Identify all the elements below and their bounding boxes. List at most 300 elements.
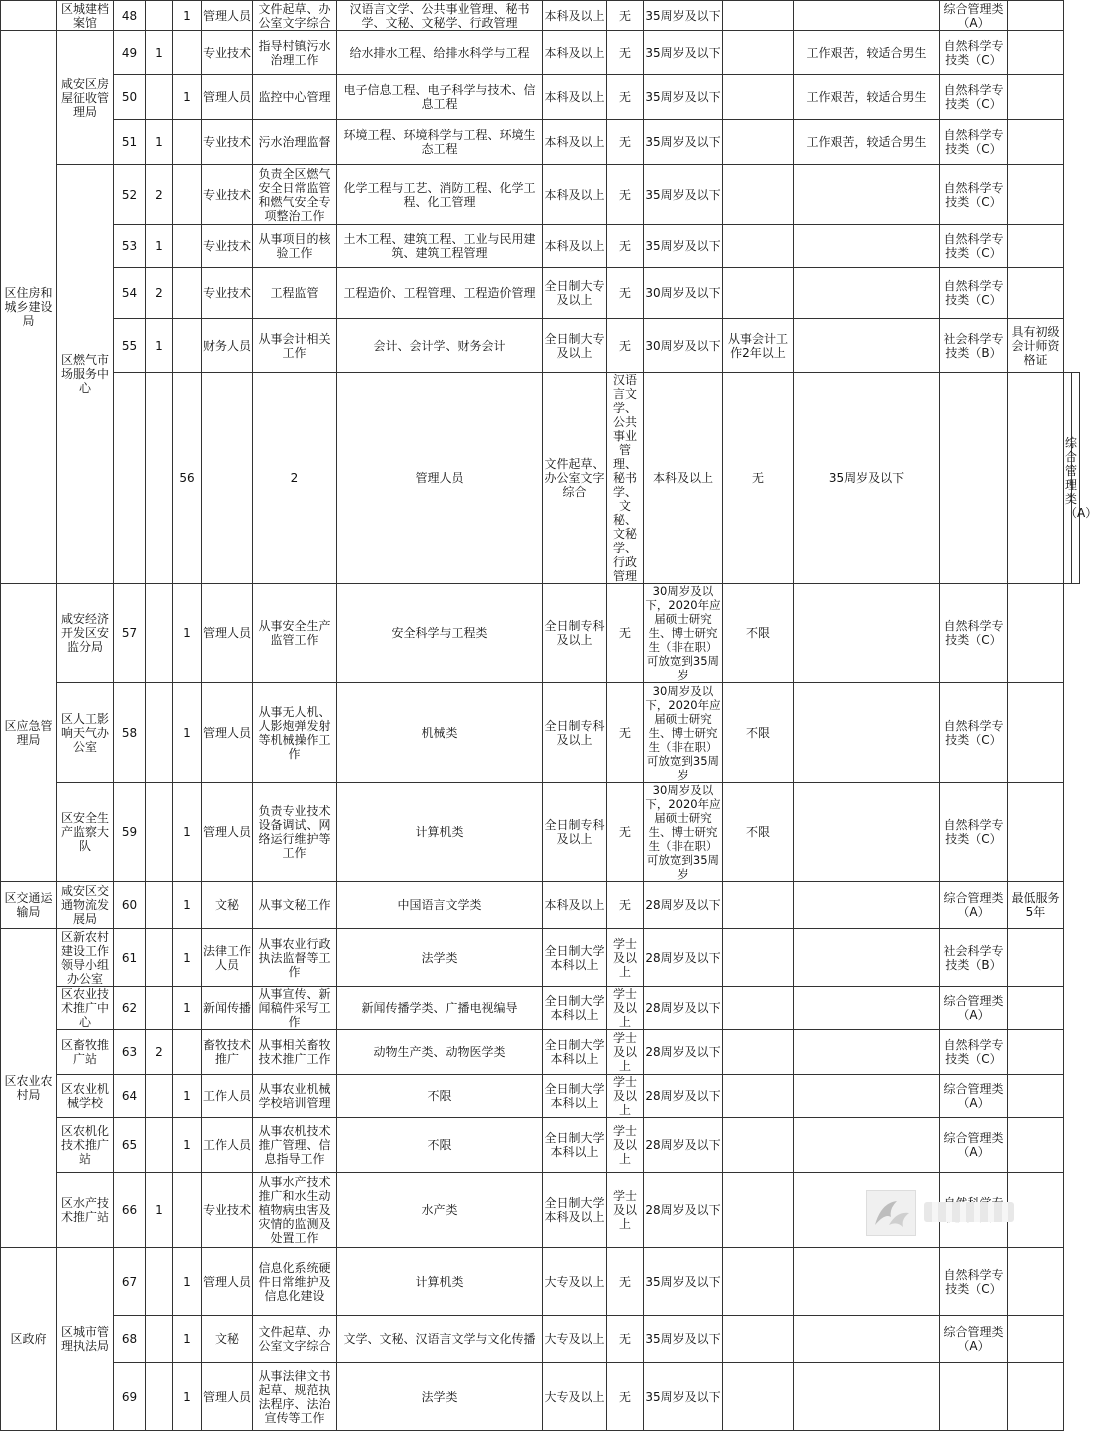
major-cell: 电子信息工程、电子科学与技术、信息工程	[337, 75, 543, 120]
age-cell: 35周岁及以下	[794, 373, 940, 584]
position-type-cell: 财务人员	[202, 319, 253, 373]
experience-cell	[723, 882, 794, 929]
age-cell: 35周岁及以下	[644, 1248, 723, 1316]
table-row	[1, 225, 1080, 268]
other-cell: 工作艰苦，较适合男生	[794, 120, 940, 165]
table-row	[1, 584, 1080, 683]
category-cell: 自然科学专技类（C）	[940, 225, 1008, 268]
position-type-cell: 专业技术	[202, 31, 253, 75]
experience-cell: 不限	[723, 584, 794, 683]
count-a-cell	[146, 987, 173, 1030]
position-type-cell: 专业技术	[202, 120, 253, 165]
age-cell: 30周岁及以下，2020年应届硕士研究生、博士研究生（非在职）可放宽到35周岁	[645, 783, 721, 881]
duty-cell: 信息化系统硬件日常维护及信息化建设	[253, 1248, 337, 1316]
experience-cell	[723, 1, 794, 31]
dept-cell	[114, 373, 146, 584]
count-b-cell	[173, 165, 202, 225]
note-cell	[1008, 1118, 1064, 1173]
education-cell: 全日制大学本科以上	[543, 1118, 607, 1173]
count-a-cell	[202, 373, 253, 584]
category-cell: 自然科学专技类（C）	[940, 683, 1008, 783]
category-cell: 自然科学专技类（C）	[940, 1248, 1008, 1316]
category-cell: 综合管理类（A）	[940, 1, 1008, 31]
count-b-cell: 1	[173, 882, 202, 929]
count-b-cell: 1	[173, 929, 202, 987]
experience-cell	[723, 929, 794, 987]
age-cell: 28周岁及以下	[644, 882, 723, 929]
duty-cell: 从事文秘工作	[253, 882, 337, 929]
degree-cell: 无	[607, 165, 644, 225]
major-cell: 安全科学与工程类	[337, 584, 543, 683]
position-no-cell: 51	[114, 120, 146, 165]
other-cell	[1008, 373, 1064, 584]
age-cell: 28周岁及以下	[644, 1075, 723, 1118]
other-cell	[794, 225, 940, 268]
table-row	[1, 929, 1080, 987]
duty-cell: 负责全区燃气安全日常监管和燃气安全专项整治工作	[253, 165, 337, 225]
education-cell: 全日制专科及以上	[543, 584, 607, 683]
duty-cell: 从事法律文书起草、规范执法程序、法治宣传等工作	[253, 1363, 337, 1431]
note-cell	[1008, 75, 1064, 120]
age-cell: 30周岁及以下	[644, 319, 723, 373]
degree-cell: 无	[607, 683, 644, 783]
other-cell	[794, 683, 940, 783]
count-a-cell: 1	[146, 31, 173, 75]
count-b-cell	[173, 268, 202, 319]
other-cell	[794, 783, 940, 882]
experience-cell	[723, 225, 794, 268]
note-cell	[1008, 929, 1064, 987]
major-cell: 计算机类	[337, 783, 543, 882]
category-cell: 综合管理类（A）	[940, 987, 1008, 1030]
count-b-cell	[173, 120, 202, 165]
education-cell: 全日制大专及以上	[543, 319, 607, 373]
age-cell: 35周岁及以下	[644, 1, 723, 31]
position-type-cell: 法律工作人员	[202, 929, 253, 987]
note-cell	[1008, 1030, 1064, 1075]
experience-cell	[723, 987, 794, 1030]
age-cell: 35周岁及以下	[644, 1316, 723, 1363]
experience-cell	[723, 1173, 794, 1248]
position-no-cell: 67	[114, 1248, 146, 1316]
age-cell: 30周岁及以下，2020年应届硕士研究生、博士研究生（非在职）可放宽到35周岁	[645, 584, 721, 682]
count-b-cell: 1	[173, 584, 202, 683]
unit-cell: 区农机化技术推广站	[57, 1118, 114, 1173]
degree-cell: 无	[607, 225, 644, 268]
position-type-cell: 工作人员	[202, 1075, 253, 1118]
position-no-cell: 54	[114, 268, 146, 319]
position-type-cell: 专业技术	[202, 225, 253, 268]
major-cell: 工程造价、工程管理、工程造价管理	[337, 268, 543, 319]
count-a-cell	[146, 1118, 173, 1173]
count-a-cell	[146, 1248, 173, 1316]
table-row	[1, 683, 1080, 783]
other-cell	[794, 882, 940, 929]
position-type-cell: 管理人员	[202, 1363, 253, 1431]
count-b-cell: 1	[173, 1118, 202, 1173]
position-type-cell: 文秘	[202, 1316, 253, 1363]
major-cell: 土木工程、建筑工程、工业与民用建筑、建筑工程管理	[337, 225, 543, 268]
note-cell: 具有初级会计师资格证	[1008, 319, 1064, 373]
count-b-cell	[173, 319, 202, 373]
count-b-cell: 2	[253, 373, 337, 584]
experience-cell	[723, 1075, 794, 1118]
note-cell	[1008, 584, 1064, 683]
major-cell: 给水排水工程、给排水科学与工程	[337, 31, 543, 75]
category-cell: 自然科学专技类（C）	[940, 165, 1008, 225]
other-cell	[794, 987, 940, 1030]
major-cell: 会计、会计学、财务会计	[337, 319, 543, 373]
duty-cell: 文件起草、办公室文字综合	[543, 373, 607, 584]
count-b-cell: 1	[173, 1248, 202, 1316]
dept-cell: 区农业农村局	[1, 929, 57, 1248]
experience-cell	[723, 1248, 794, 1316]
position-type-cell: 管理人员	[202, 75, 253, 120]
position-no-cell: 66	[114, 1173, 146, 1248]
unit-cell: 咸安区交通物流发展局	[57, 882, 114, 929]
category-cell: 自然科学专技类（C）	[940, 268, 1008, 319]
count-b-cell	[173, 1173, 202, 1248]
category-cell: 综合管理类（A）	[940, 882, 1008, 929]
other-cell	[794, 584, 940, 683]
count-a-cell	[146, 683, 173, 783]
position-type-cell: 专业技术	[202, 1173, 253, 1248]
degree-cell: 学士及以上	[607, 987, 644, 1030]
table-row	[1, 373, 1080, 584]
other-cell	[794, 1, 940, 31]
table-row	[1, 75, 1080, 120]
unit-cell: 区人工影响天气办公室	[57, 683, 114, 783]
degree-cell: 学士及以上	[607, 929, 644, 987]
count-a-cell: 2	[146, 1030, 173, 1075]
position-no-cell: 56	[173, 373, 202, 584]
unit-cell: 区城建档案馆	[57, 1, 114, 31]
other-cell	[794, 1030, 940, 1075]
age-cell: 35周岁及以下	[644, 120, 723, 165]
duty-cell: 从事农机技术推广管理、信息指导工作	[253, 1118, 337, 1173]
count-b-cell: 1	[173, 1316, 202, 1363]
major-cell: 机械类	[337, 683, 543, 783]
age-cell: 28周岁及以下	[644, 1173, 723, 1248]
experience-cell	[723, 120, 794, 165]
education-cell: 全日制大学本科以上	[543, 987, 607, 1030]
dept-cell	[1, 1, 57, 31]
education-cell: 大专及以上	[543, 1248, 607, 1316]
table-row	[1, 165, 1080, 225]
duty-cell: 从事项目的核验工作	[253, 225, 337, 268]
table-row	[1, 319, 1080, 373]
other-cell	[794, 268, 940, 319]
degree-cell: 无	[607, 1, 644, 31]
position-no-cell: 52	[114, 165, 146, 225]
age-cell: 28周岁及以下	[644, 1030, 723, 1075]
position-type-cell: 畜牧技术推广	[202, 1030, 253, 1075]
category-cell: 综合管理类（A）	[940, 1075, 1008, 1118]
duty-cell: 从事会计相关工作	[253, 319, 337, 373]
table-row	[1, 268, 1080, 319]
major-cell: 法学类	[337, 1363, 543, 1431]
major-cell: 法学类	[337, 929, 543, 987]
note-cell	[1008, 1075, 1064, 1118]
count-b-cell: 1	[173, 1, 202, 31]
position-no-cell: 65	[114, 1118, 146, 1173]
table-row	[1, 783, 1080, 882]
count-a-cell	[146, 1363, 173, 1431]
education-cell: 本科及以上	[543, 1, 607, 31]
dept-cell: 区政府	[1, 1248, 57, 1431]
experience-cell	[940, 373, 1008, 584]
position-no-cell: 53	[114, 225, 146, 268]
major-cell: 中国语言文学类	[337, 882, 543, 929]
degree-cell: 学士及以上	[607, 1030, 644, 1075]
other-cell: 工作艰苦，较适合男生	[794, 31, 940, 75]
duty-cell: 负责专业技术设备调试、网络运行维护等工作	[253, 783, 337, 882]
education-cell: 全日制大学本科以上	[543, 929, 607, 987]
unit-cell: 区燃气市场服务中心	[57, 165, 114, 584]
position-type-cell: 管理人员	[337, 373, 543, 584]
duty-cell: 文件起草、办公室文字综合	[253, 1, 337, 31]
unit-cell: 咸安经济开发区安监分局	[57, 584, 114, 683]
experience-cell	[723, 1363, 794, 1431]
position-no-cell: 62	[114, 987, 146, 1030]
education-cell: 全日制专科及以上	[543, 683, 607, 783]
table-row	[1, 1075, 1080, 1118]
major-cell: 化学工程与工艺、消防工程、化学工程、化工管理	[337, 165, 543, 225]
degree-cell: 无	[607, 120, 644, 165]
duty-cell: 从事安全生产监管工作	[253, 584, 337, 683]
other-cell	[794, 1363, 940, 1431]
position-no-cell: 49	[114, 31, 146, 75]
education-cell: 本科及以上	[543, 75, 607, 120]
education-cell: 本科及以上	[543, 225, 607, 268]
category-cell: 自然科学专技类（C）	[940, 783, 1008, 882]
major-cell: 汉语言文学、公共事业管理、秘书学、文秘、文秘学、行政管理	[337, 1, 543, 31]
experience-cell: 从事会计工作2年以上	[723, 319, 794, 373]
category-cell: 综合管理类（A）	[1064, 373, 1072, 584]
degree-cell: 学士及以上	[607, 1173, 644, 1248]
category-cell: 综合管理类（A）	[940, 1118, 1008, 1173]
experience-cell: 不限	[723, 783, 794, 882]
count-a-cell	[146, 929, 173, 987]
count-a-cell: 2	[146, 268, 173, 319]
count-b-cell: 1	[173, 75, 202, 120]
other-cell	[794, 165, 940, 225]
major-cell: 文学、文秘、汉语言文学与文化传播	[337, 1316, 543, 1363]
duty-cell: 从事农业行政执法监督等工作	[253, 929, 337, 987]
count-a-cell: 1	[146, 319, 173, 373]
major-cell: 不限	[337, 1075, 543, 1118]
age-cell: 35周岁及以下	[644, 75, 723, 120]
table-row	[1, 1316, 1080, 1363]
table-row	[1, 1363, 1080, 1431]
count-a-cell	[146, 1, 173, 31]
other-cell	[794, 1248, 940, 1316]
education-cell: 全日制大学本科及以上	[543, 1173, 607, 1248]
education-cell: 大专及以上	[543, 1316, 607, 1363]
count-a-cell: 1	[146, 225, 173, 268]
position-type-cell: 文秘	[202, 882, 253, 929]
count-a-cell	[146, 1316, 173, 1363]
note-cell	[1008, 120, 1064, 165]
position-no-cell: 69	[114, 1363, 146, 1431]
category-cell: 自然科学专技类（C）	[940, 584, 1008, 683]
experience-cell	[723, 75, 794, 120]
position-type-cell: 管理人员	[202, 683, 253, 783]
education-cell: 本科及以上	[543, 882, 607, 929]
position-type-cell: 专业技术	[202, 268, 253, 319]
category-cell: 综合管理类（A）	[940, 1316, 1008, 1363]
other-cell	[794, 319, 940, 373]
position-no-cell: 68	[114, 1316, 146, 1363]
position-type-cell: 新闻传播	[202, 987, 253, 1030]
degree-cell: 无	[607, 1316, 644, 1363]
position-type-cell: 管理人员	[202, 783, 253, 882]
watermark-text	[924, 1202, 1014, 1222]
age-cell: 35周岁及以下	[644, 165, 723, 225]
count-b-cell	[173, 31, 202, 75]
position-type-cell: 管理人员	[202, 584, 253, 683]
education-cell: 本科及以上	[543, 31, 607, 75]
education-cell: 全日制大学本科以上	[543, 1075, 607, 1118]
unit-cell: 区畜牧推广站	[57, 1030, 114, 1075]
count-b-cell: 1	[173, 987, 202, 1030]
count-a-cell	[146, 584, 173, 683]
position-no-cell: 50	[114, 75, 146, 120]
note-cell	[1008, 1248, 1064, 1316]
duty-cell: 从事水产技术推广和水生动植物病虫害及灾情的监测及处置工作	[253, 1173, 337, 1248]
experience-cell	[723, 1030, 794, 1075]
table-row	[1, 1248, 1080, 1316]
education-cell: 全日制大专及以上	[543, 268, 607, 319]
position-no-cell: 63	[114, 1030, 146, 1075]
major-cell: 不限	[337, 1118, 543, 1173]
age-cell: 35周岁及以下	[644, 1363, 723, 1431]
experience-cell	[723, 1316, 794, 1363]
duty-cell: 从事无人机、人影炮弹发射等机械操作工作	[253, 683, 337, 783]
note-cell	[1008, 783, 1064, 882]
category-cell: 自然科学专技类（C）	[940, 1030, 1008, 1075]
position-no-cell: 59	[114, 783, 146, 882]
position-no-cell: 55	[114, 319, 146, 373]
duty-cell: 文件起草、办公室文字综合	[253, 1316, 337, 1363]
note-cell	[1008, 31, 1064, 75]
other-cell	[794, 1075, 940, 1118]
experience-cell	[723, 165, 794, 225]
other-cell	[794, 1118, 940, 1173]
degree-cell: 无	[607, 584, 644, 683]
major-cell: 新闻传播学类、广播电视编导	[337, 987, 543, 1030]
education-cell: 全日制大学本科以上	[543, 1030, 607, 1075]
count-a-cell	[146, 75, 173, 120]
count-b-cell: 1	[173, 683, 202, 783]
position-type-cell: 管理人员	[202, 1248, 253, 1316]
count-b-cell: 1	[173, 783, 202, 882]
note-cell	[1008, 225, 1064, 268]
position-no-cell: 57	[114, 584, 146, 683]
degree-cell: 无	[607, 783, 644, 882]
table-row	[1, 1, 1080, 31]
age-cell: 30周岁及以下，2020年应届硕士研究生、博士研究生（非在职）可放宽到35周岁	[645, 683, 721, 782]
note-cell	[1008, 268, 1064, 319]
category-cell: 自然科学专技类（C）	[940, 75, 1008, 120]
table-row	[1, 1118, 1080, 1173]
table-row	[1, 987, 1080, 1030]
unit-cell: 区新农村建设工作领导小组办公室	[57, 929, 114, 987]
category-cell: 自然科学专技类（C）	[940, 120, 1008, 165]
count-a-cell	[146, 882, 173, 929]
table-row	[1, 882, 1080, 929]
unit-cell: 区城市管理执法局	[57, 1248, 114, 1431]
count-a-cell	[146, 783, 173, 882]
position-no-cell: 60	[114, 882, 146, 929]
position-no-cell: 48	[114, 1, 146, 31]
other-cell	[794, 929, 940, 987]
experience-cell	[723, 31, 794, 75]
dept-cell: 区住房和城乡建设局	[1, 31, 57, 584]
unit-cell: 区农业机械学校	[57, 1075, 114, 1118]
position-no-cell: 64	[114, 1075, 146, 1118]
note-cell: 最低服务5年	[1008, 882, 1064, 929]
other-cell	[794, 1316, 940, 1363]
degree-cell: 无	[607, 31, 644, 75]
count-a-cell	[146, 1075, 173, 1118]
duty-cell: 从事农业机械学校培训管理	[253, 1075, 337, 1118]
age-cell: 28周岁及以下	[644, 1118, 723, 1173]
age-cell: 35周岁及以下	[644, 31, 723, 75]
unit-cell: 区安全生产监察大队	[57, 783, 114, 882]
count-b-cell	[173, 1030, 202, 1075]
major-cell: 水产类	[337, 1173, 543, 1248]
age-cell: 28周岁及以下	[644, 987, 723, 1030]
note-cell	[1008, 987, 1064, 1030]
duty-cell: 从事相关畜牧技术推广工作	[253, 1030, 337, 1075]
degree-cell: 无	[607, 1248, 644, 1316]
duty-cell: 污水治理监督	[253, 120, 337, 165]
position-no-cell: 61	[114, 929, 146, 987]
age-cell: 35周岁及以下	[644, 225, 723, 268]
degree-cell: 无	[607, 319, 644, 373]
count-b-cell	[173, 225, 202, 268]
position-type-cell: 管理人员	[202, 1, 253, 31]
count-a-cell: 1	[146, 120, 173, 165]
degree-cell: 无	[607, 75, 644, 120]
major-cell: 动物生产类、动物医学类	[337, 1030, 543, 1075]
other-cell: 工作艰苦，较适合男生	[794, 75, 940, 120]
watermark	[866, 1190, 1016, 1234]
degree-cell: 无	[607, 1363, 644, 1431]
major-cell: 环境工程、环境科学与工程、环境生态工程	[337, 120, 543, 165]
education-cell: 全日制专科及以上	[543, 783, 607, 882]
education-cell: 大专及以上	[543, 1363, 607, 1431]
duty-cell: 指导村镇污水治理工作	[253, 31, 337, 75]
note-cell	[1008, 1363, 1064, 1431]
duty-cell: 监控中心管理	[253, 75, 337, 120]
dept-cell: 区交通运输局	[1, 882, 57, 929]
note-cell	[1008, 165, 1064, 225]
degree-cell: 学士及以上	[607, 1075, 644, 1118]
unit-cell: 区水产技术推广站	[57, 1173, 114, 1248]
unit-cell: 区农业技术推广中心	[57, 987, 114, 1030]
note-cell	[1008, 683, 1064, 783]
category-cell: 社会科学专技类（B）	[940, 929, 1008, 987]
position-type-cell: 专业技术	[202, 165, 253, 225]
major-cell: 汉语言文学、公共事业管理、秘书学、文秘、文秘学、行政管理	[607, 373, 644, 584]
major-cell: 计算机类	[337, 1248, 543, 1316]
watermark-logo-icon	[866, 1190, 916, 1236]
degree-cell: 无	[723, 373, 794, 584]
duty-cell: 从事宣传、新闻稿件采写工作	[253, 987, 337, 1030]
education-cell: 本科及以上	[644, 373, 723, 584]
